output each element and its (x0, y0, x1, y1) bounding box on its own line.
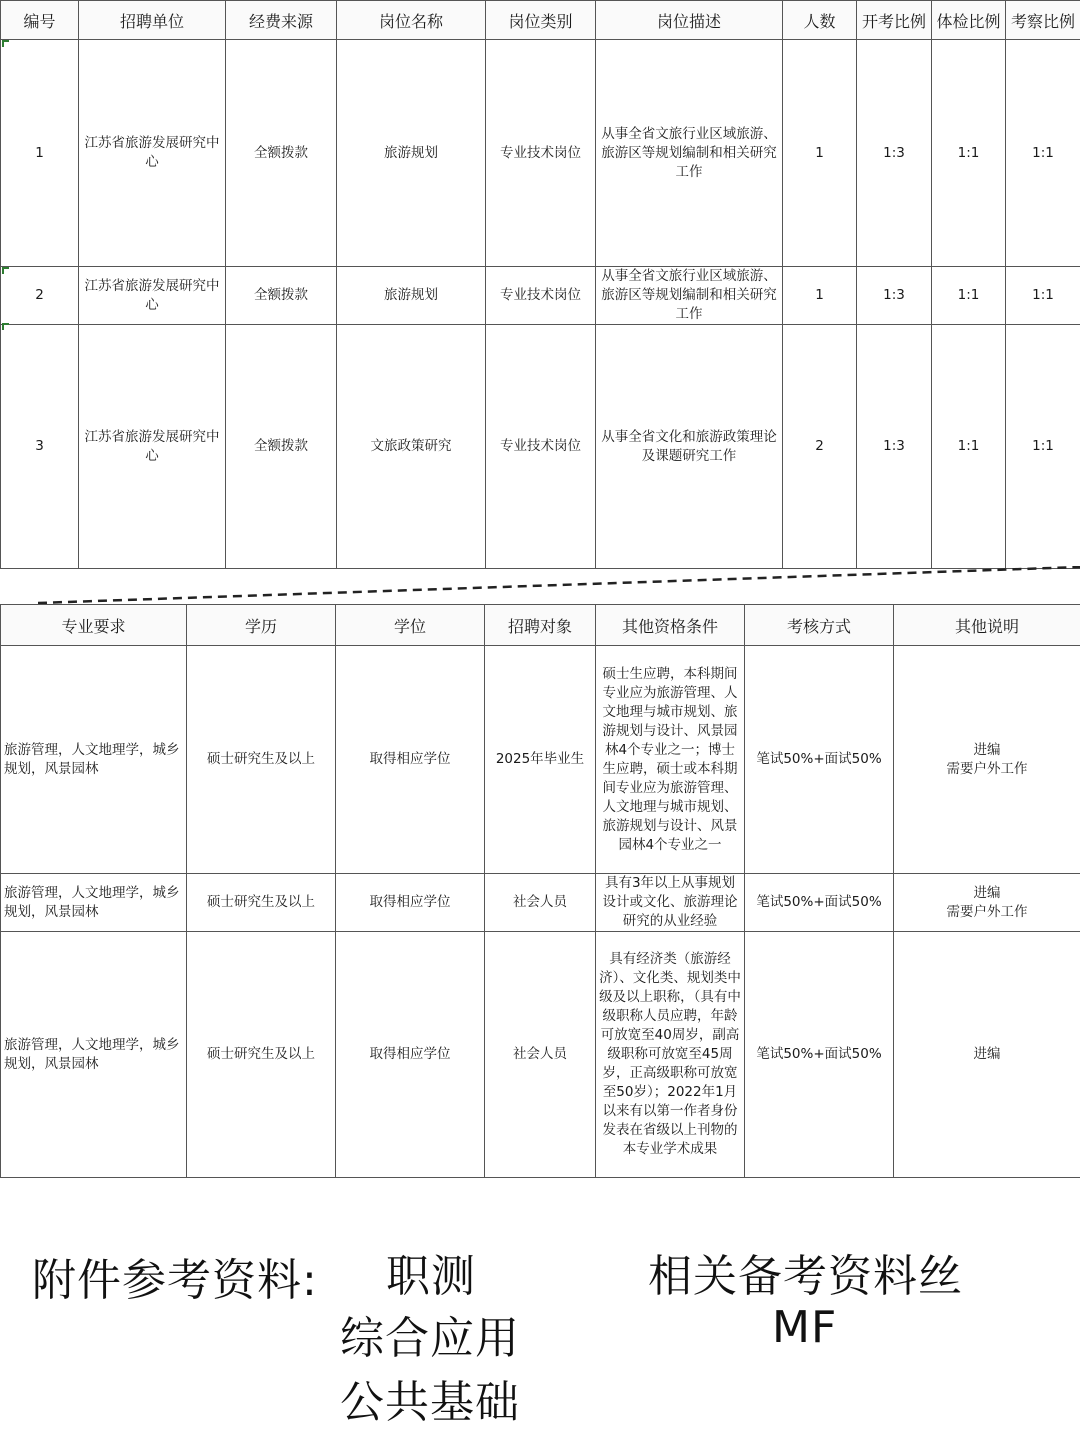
footer-label: 附件参考资料: (32, 1255, 318, 1306)
note-line: 进编 (973, 1046, 1001, 1062)
cell-no: 2 (1, 267, 79, 325)
table-row (1, 267, 1080, 325)
footer-item-1: 职测 (386, 1251, 476, 1302)
header-cell: 开考比例 (857, 1, 932, 40)
cell-degree: 取得相应学位 (336, 874, 485, 932)
footer-item-2: 综合应用 (340, 1313, 520, 1364)
cell-count: 1 (783, 267, 857, 325)
cell-funding: 全额拨款 (226, 267, 337, 325)
cell-desc: 从事全省文旅行业区域旅游、旅游区等规划编制和相关研究工作 (596, 40, 783, 267)
cell-inspect-ratio: 1:1 (1006, 325, 1080, 569)
cell-inspect-ratio: 1:1 (1006, 40, 1080, 267)
note-line: 进编 (973, 884, 1001, 901)
bottom-header-row (1, 605, 1080, 646)
cell-unit: 江苏省旅游发展研究中心 (79, 40, 226, 267)
cell-unit: 江苏省旅游发展研究中心 (79, 325, 226, 569)
header-cell: 考察比例 (1006, 1, 1080, 40)
cell-no: 3 (1, 325, 79, 569)
cell-degree: 取得相应学位 (336, 646, 485, 874)
cell-medical-ratio: 1:1 (932, 267, 1006, 325)
header-cell: 岗位类别 (486, 1, 596, 40)
header-cell: 编号 (1, 1, 79, 40)
header-cell: 岗位描述 (596, 1, 783, 40)
cell-education: 硕士研究生及以上 (187, 932, 336, 1178)
header-cell: 考核方式 (745, 605, 894, 646)
cell-assessment: 笔试50%+面试50% (745, 932, 894, 1178)
cell-funding: 全额拨款 (226, 325, 337, 569)
dashed-separator (38, 566, 1080, 606)
cell-major: 旅游管理，人文地理学，城乡规划，风景园林 (1, 874, 187, 932)
top-header-row (1, 1, 1080, 40)
cell-marker (2, 40, 9, 47)
cell-education: 硕士研究生及以上 (187, 874, 336, 932)
note-line: 需要户外工作 (946, 760, 1028, 777)
cell-education: 硕士研究生及以上 (187, 646, 336, 874)
cell-desc: 从事全省文旅行业区域旅游、旅游区等规划编制和相关研究工作 (596, 267, 783, 325)
cell-funding: 全额拨款 (226, 40, 337, 267)
cell-category: 专业技术岗位 (486, 325, 596, 569)
table-row (1, 932, 1080, 1178)
cell-count: 1 (783, 40, 857, 267)
cell-marker (2, 323, 9, 330)
cell-medical-ratio: 1:1 (932, 325, 1006, 569)
cell-target: 社会人员 (485, 932, 596, 1178)
cell-conditions: 具有3年以上从事规划设计或文化、旅游理论研究的从业经验 (596, 874, 745, 932)
cell-exam-ratio: 1:3 (857, 267, 932, 325)
cell-target: 2025年毕业生 (485, 646, 596, 874)
footer-item-3: 公共基础 (340, 1377, 520, 1428)
cell-no: 1 (1, 40, 79, 267)
table-row (1, 874, 1080, 932)
cell-assessment: 笔试50%+面试50% (745, 646, 894, 874)
cell-position: 文旅政策研究 (337, 325, 486, 569)
header-cell: 招聘对象 (485, 605, 596, 646)
note-line: 进编 (973, 741, 1001, 758)
table-row (1, 646, 1080, 874)
cell-conditions: 具有经济类（旅游经济）、文化类、规划类中级及以上职称，（具有中级职称人员应聘，年龄可放宽至40周岁，副高级职称可放宽至45周岁，正高级职称可放宽至50岁）；2022年1月以来有以第一作者身份发表在省级以上刊物的本专业学术成果 (596, 932, 745, 1178)
cell-position: 旅游规划 (337, 267, 486, 325)
cell-category: 专业技术岗位 (486, 267, 596, 325)
header-cell: 体检比例 (932, 1, 1006, 40)
cell-note (894, 646, 1080, 874)
header-cell: 其他说明 (894, 605, 1080, 646)
cell-count: 2 (783, 325, 857, 569)
header-cell: 经费来源 (226, 1, 337, 40)
header-cell: 学历 (187, 605, 336, 646)
cell-note (894, 932, 1080, 1178)
cell-medical-ratio: 1:1 (932, 40, 1006, 267)
cell-category: 专业技术岗位 (486, 40, 596, 267)
cell-conditions: 硕士生应聘，本科期间专业应为旅游管理、人文地理与城市规划、旅游规划与设计、风景园林4个专业之一；博士生应聘，硕士或本科期间专业应为旅游管理、人文地理与城市规划、旅游规划与设计、风景园林4个专业之一 (596, 646, 745, 874)
cell-exam-ratio: 1:3 (857, 40, 932, 267)
cell-position: 旅游规划 (337, 40, 486, 267)
cell-desc: 从事全省文化和旅游政策理论及课题研究工作 (596, 325, 783, 569)
cell-major: 旅游管理，人文地理学，城乡规划，风景园林 (1, 932, 187, 1178)
cell-unit: 江苏省旅游发展研究中心 (79, 267, 226, 325)
bottom-table (0, 604, 1080, 1178)
table-row (1, 40, 1080, 267)
table-row (1, 325, 1080, 569)
header-cell: 岗位名称 (337, 1, 486, 40)
cell-marker (2, 267, 9, 274)
header-cell: 专业要求 (1, 605, 187, 646)
footer-right-line-2: MF (772, 1302, 838, 1353)
cell-exam-ratio: 1:3 (857, 325, 932, 569)
header-cell: 学位 (336, 605, 485, 646)
note-line: 需要户外工作 (946, 903, 1028, 920)
cell-degree: 取得相应学位 (336, 932, 485, 1178)
header-cell: 其他资格条件 (596, 605, 745, 646)
footer-right-line-1: 相关备考资料丝 (648, 1251, 963, 1302)
header-cell: 招聘单位 (79, 1, 226, 40)
cell-target: 社会人员 (485, 874, 596, 932)
top-table (0, 0, 1080, 569)
cell-inspect-ratio: 1:1 (1006, 267, 1080, 325)
cell-assessment: 笔试50%+面试50% (745, 874, 894, 932)
header-cell: 人数 (783, 1, 857, 40)
cell-note (894, 874, 1080, 932)
cell-major: 旅游管理，人文地理学，城乡规划，风景园林 (1, 646, 187, 874)
